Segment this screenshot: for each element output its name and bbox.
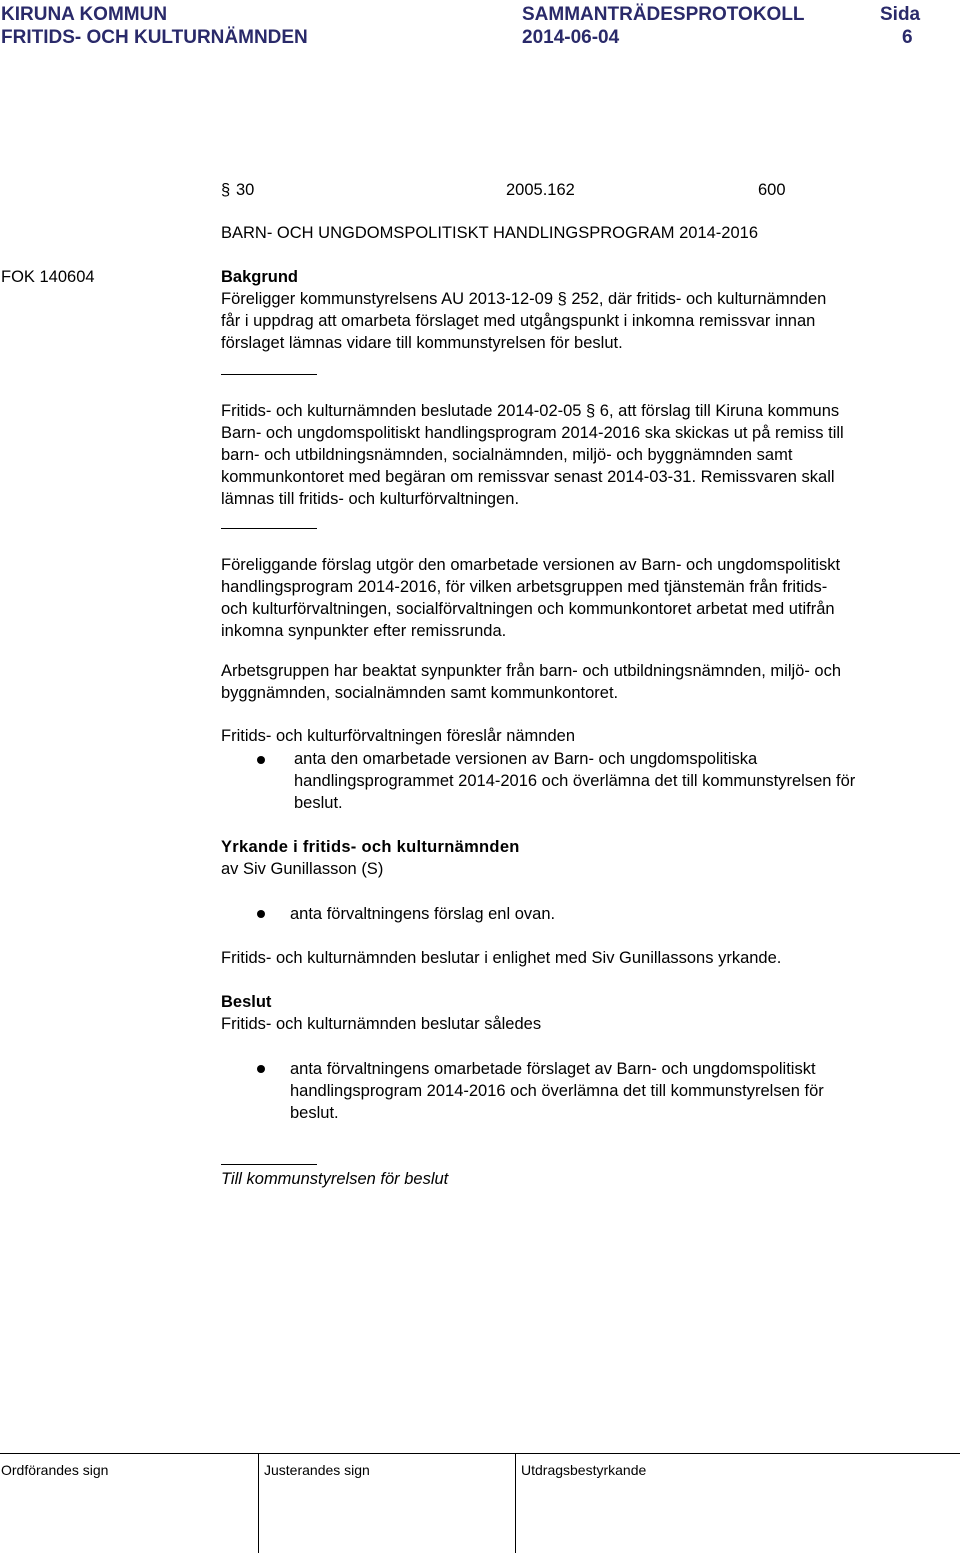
administration-intro-text: Fritids- och kulturförvaltningen föreslår nämnden xyxy=(221,727,576,745)
decision-bullet-line: anta förvaltningens omarbetade förslaget av Barn- och ungdomspolitiskt xyxy=(290,1060,816,1078)
administration-bullet-line: anta den omarbetade versionen av Barn- och ungdomspolitiska xyxy=(294,750,758,768)
section-symbol: § xyxy=(221,181,231,199)
decision-bullet-line: handlingsprogram 2014-2016 och överlämna det till kommunstyrelsen för xyxy=(290,1082,824,1100)
footer-divider xyxy=(258,1454,259,1553)
proposal-section xyxy=(221,554,956,642)
prior-decision-line: Fritids- och kulturnämnden beslutade 2014-02-05 § 6, att förslag till Kiruna kommuns xyxy=(221,402,840,420)
prior-decision-section xyxy=(221,400,956,510)
proposal-line: och kulturförvaltningen, socialförvaltningen och kommunkontoret arbetat med utifrån xyxy=(221,600,835,618)
distribution-note: Till kommunstyrelsen för beslut xyxy=(221,1170,449,1188)
separator-rule xyxy=(221,528,317,529)
case-number: 2005.162 xyxy=(506,181,575,199)
document-type: SAMMANTRÄDESPROTOKOLL xyxy=(522,4,805,25)
prior-decision-line: kommunkontoret med begäran om remissvar senast 2014-03-31. Remissvaren skall xyxy=(221,468,835,486)
prior-decision-line: barn- och utbildningsnämnden, socialnämnden, miljö- och byggnämnden samt xyxy=(221,446,793,464)
motion-section xyxy=(221,836,956,880)
decision-section xyxy=(221,991,956,1035)
margin-note: FOK 140604 xyxy=(1,268,95,286)
separator-rule xyxy=(221,1164,317,1165)
bullet-icon xyxy=(257,1065,265,1073)
extract-cert-label: Utdragsbestyrkande xyxy=(521,1462,647,1478)
footer-divider xyxy=(515,1454,516,1553)
administration-intro xyxy=(221,725,956,747)
decision-intro: Fritids- och kulturnämnden beslutar således xyxy=(221,1015,542,1033)
motion-outcome: Fritids- och kulturnämnden beslutar i enlighet med Siv Gunillassons yrkande. xyxy=(221,949,782,967)
paragraph-number: 30 xyxy=(236,181,255,199)
bullet-icon xyxy=(257,910,265,918)
proposal-line: inkomna synpunkter efter remissrunda. xyxy=(221,622,507,640)
committee-name: FRITIDS- OCH KULTURNÄMNDEN xyxy=(1,27,308,48)
background-section xyxy=(221,266,956,354)
proposal-line: Föreliggande förslag utgör den omarbetade versionen av Barn- och ungdomspolitiskt xyxy=(221,556,841,574)
chair-sign-label: Ordförandes sign xyxy=(1,1462,109,1478)
decision-bullet xyxy=(290,1058,956,1124)
proposal-line: handlingsprogram 2014-2016, för vilken arbetsgruppen med tjänstemän från fritids- xyxy=(221,578,828,596)
background-line: Föreligger kommunstyrelsens AU 2013-12-09 § 252, där fritids- och kulturnämnden xyxy=(221,290,827,308)
bullet-icon xyxy=(257,756,265,764)
administration-bullet xyxy=(294,748,956,814)
motion-heading: Yrkande i fritids- och kulturnämnden xyxy=(221,838,520,856)
background-line: får i uppdrag att omarbeta förslaget med utgångspunkt i inkomna remissvar innan xyxy=(221,312,816,330)
motion-bullet-text: anta förvaltningens förslag enl ovan. xyxy=(290,905,556,923)
adjuster-sign-label: Justerandes sign xyxy=(264,1462,370,1478)
background-heading: Bakgrund xyxy=(221,268,299,286)
working-group-line: Arbetsgruppen har beaktat synpunkter från barn- och utbildningsnämnden, miljö- och xyxy=(221,662,842,680)
prior-decision-line: lämnas till fritids- och kulturförvaltningen. xyxy=(221,490,520,508)
page-number: 6 xyxy=(902,27,913,48)
meeting-date: 2014-06-04 xyxy=(522,27,620,48)
motion-by: av Siv Gunillasson (S) xyxy=(221,860,384,878)
administration-bullet-line: beslut. xyxy=(294,794,343,812)
working-group-section xyxy=(221,660,956,704)
separator-rule xyxy=(221,374,317,375)
decision-heading: Beslut xyxy=(221,993,272,1011)
administration-bullet-line: handlingsprogrammet 2014-2016 och överlämna det till kommunstyrelsen för xyxy=(294,772,856,790)
archive-code: 600 xyxy=(758,181,786,199)
footer-top-rule xyxy=(0,1453,960,1454)
municipality-name: KIRUNA KOMMUN xyxy=(1,4,168,25)
background-line: förslaget lämnas vidare till kommunstyrelsen för beslut. xyxy=(221,334,623,352)
decision-bullet-line: beslut. xyxy=(290,1104,339,1122)
case-title: BARN- OCH UNGDOMSPOLITISKT HANDLINGSPROGRAM 2014-2016 xyxy=(221,224,758,242)
prior-decision-line: Barn- och ungdomspolitiskt handlingsprogram 2014-2016 ska skickas ut på remiss till xyxy=(221,424,844,442)
working-group-line: byggnämnden, socialnämnden samt kommunkontoret. xyxy=(221,684,619,702)
page-label: Sida xyxy=(880,4,921,25)
